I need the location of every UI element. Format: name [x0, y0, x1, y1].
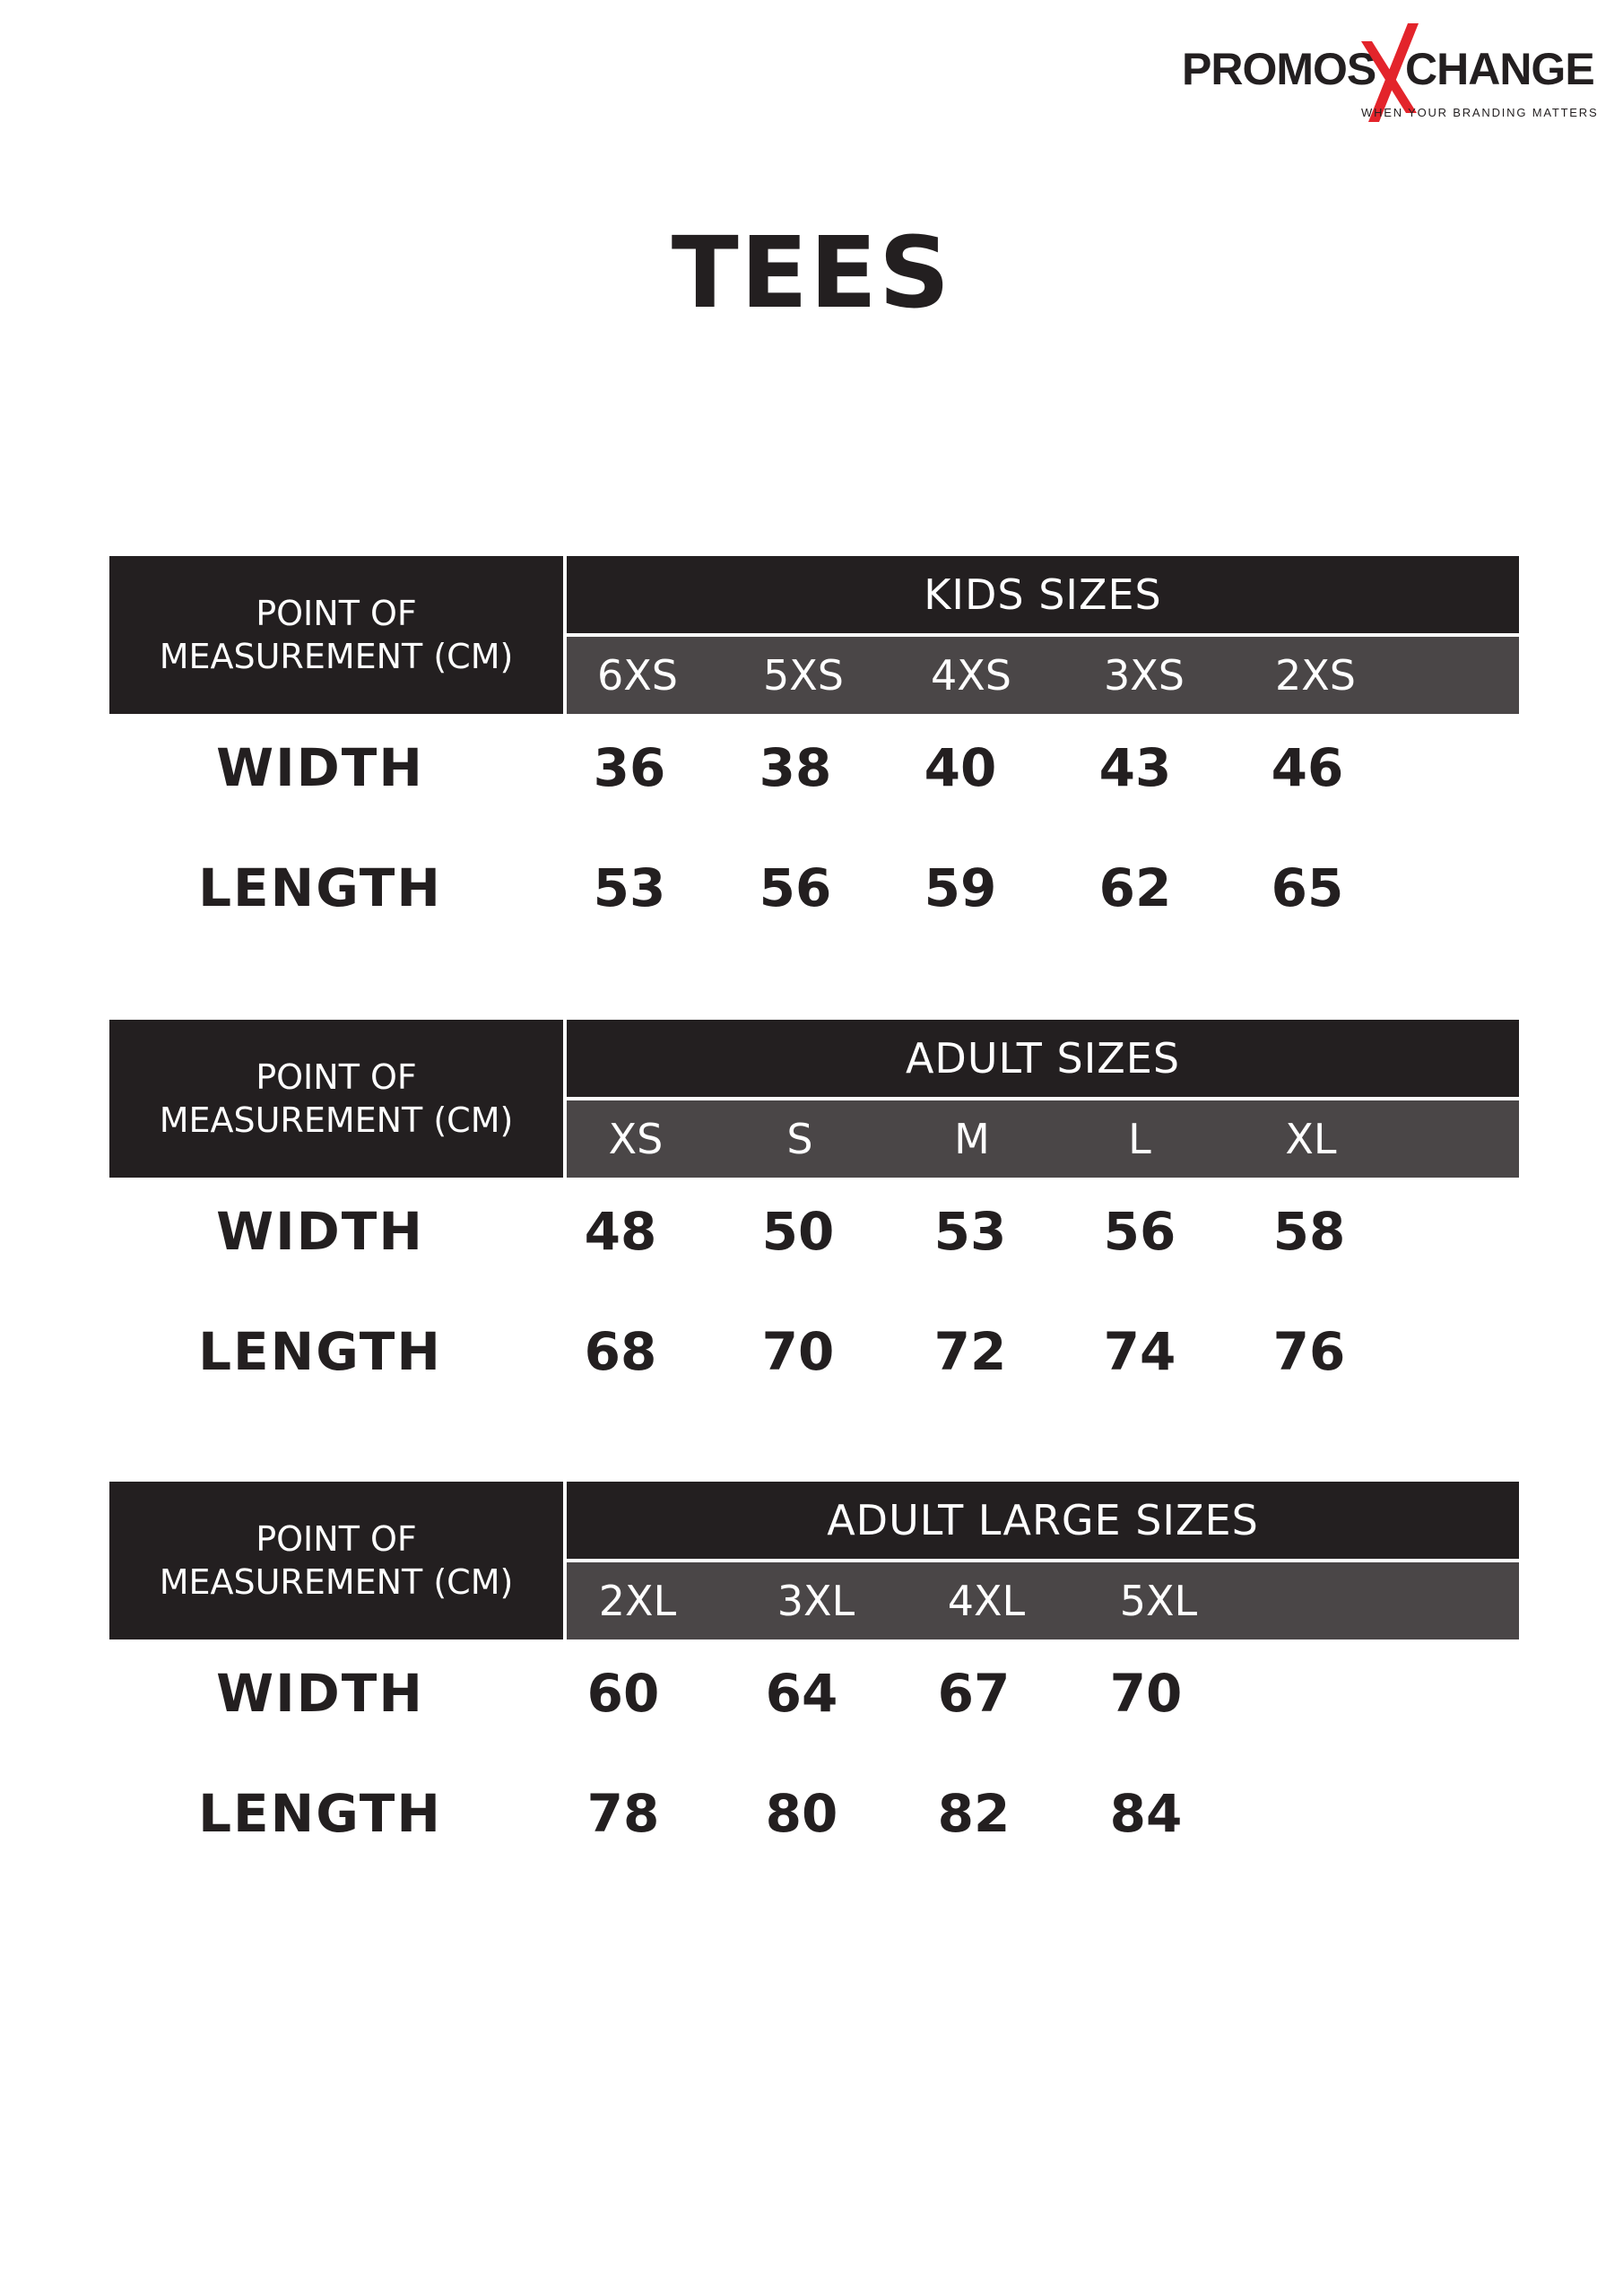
table-cell: 46: [1271, 737, 1344, 798]
size-label: L: [1128, 1115, 1151, 1163]
pom-line-1: POINT OF: [256, 1057, 417, 1097]
size-labels-row: [567, 1562, 1519, 1639]
size-labels-row: [567, 637, 1519, 714]
row-label-length: LENGTH: [198, 1783, 442, 1844]
row-label-width: WIDTH: [216, 1663, 424, 1724]
table-cell: 82: [937, 1783, 1011, 1844]
size-label: 4XS: [931, 651, 1011, 700]
size-label: 3XS: [1104, 651, 1185, 700]
pom-line-1: POINT OF: [256, 1519, 417, 1559]
table-cell: 76: [1272, 1321, 1346, 1382]
table-cell: 59: [924, 857, 997, 918]
table-cell: 67: [937, 1663, 1011, 1724]
pom-line-2: MEASUREMENT (CM): [159, 637, 514, 676]
point-of-measurement-header: [109, 1482, 563, 1639]
table-cell: 38: [759, 737, 832, 798]
brand-logo: [1182, 23, 1599, 126]
size-label: 4XL: [947, 1577, 1026, 1625]
table-cell: 65: [1271, 857, 1344, 918]
size-label: 5XL: [1119, 1577, 1198, 1625]
size-label: XL: [1285, 1115, 1337, 1163]
table-cell: 84: [1109, 1783, 1183, 1844]
table-cell: 58: [1272, 1201, 1346, 1262]
table-cell: 62: [1098, 857, 1172, 918]
size-label: 2XL: [598, 1577, 677, 1625]
size-label: 3XL: [777, 1577, 855, 1625]
table-cell: 74: [1103, 1321, 1176, 1382]
table-cell: 36: [593, 737, 666, 798]
logo-tagline: WHEN YOUR BRANDING MATTERS: [1361, 106, 1599, 119]
table-cell: 53: [593, 857, 666, 918]
row-label-width: WIDTH: [216, 1201, 424, 1262]
pom-line-1: POINT OF: [256, 594, 417, 633]
size-table-adult-large: [109, 1482, 1519, 1930]
table-cell: 78: [586, 1783, 660, 1844]
size-label: 6XS: [597, 651, 678, 700]
table-cell: 64: [765, 1663, 838, 1724]
point-of-measurement-header: [109, 556, 563, 714]
size-labels-row: [567, 1100, 1519, 1178]
logo-text-change: CHANGE: [1405, 44, 1594, 94]
table-cell: 50: [761, 1201, 835, 1262]
table-cell: 53: [933, 1201, 1007, 1262]
pom-line-2: MEASUREMENT (CM): [159, 1562, 514, 1602]
size-label: 5XS: [763, 651, 844, 700]
row-label-width: WIDTH: [216, 737, 424, 798]
page-title: TEES: [671, 215, 952, 330]
size-label: S: [786, 1115, 813, 1163]
size-group-header: ADULT SIZES: [567, 1020, 1519, 1097]
table-cell: 70: [761, 1321, 835, 1382]
row-label-length: LENGTH: [198, 1321, 442, 1382]
table-cell: 68: [584, 1321, 657, 1382]
table-cell: 56: [1103, 1201, 1176, 1262]
size-group-header: KIDS SIZES: [567, 556, 1519, 633]
table-cell: 80: [765, 1783, 838, 1844]
table-cell: 60: [586, 1663, 660, 1724]
table-cell: 43: [1098, 737, 1172, 798]
size-label: XS: [608, 1115, 664, 1163]
table-cell: 40: [924, 737, 997, 798]
table-cell: 48: [584, 1201, 657, 1262]
size-group-header: ADULT LARGE SIZES: [567, 1482, 1519, 1559]
table-cell: 56: [759, 857, 832, 918]
table-cell: 70: [1109, 1663, 1183, 1724]
point-of-measurement-header: [109, 1020, 563, 1178]
size-table-kids: [109, 556, 1519, 1004]
size-label: 2XS: [1275, 651, 1356, 700]
logo-text-promos: PROMOS: [1182, 44, 1376, 94]
row-label-length: LENGTH: [198, 857, 442, 918]
table-cell: 72: [933, 1321, 1007, 1382]
size-label: M: [954, 1115, 990, 1163]
size-table-adult: [109, 1020, 1519, 1468]
pom-line-2: MEASUREMENT (CM): [159, 1100, 514, 1140]
